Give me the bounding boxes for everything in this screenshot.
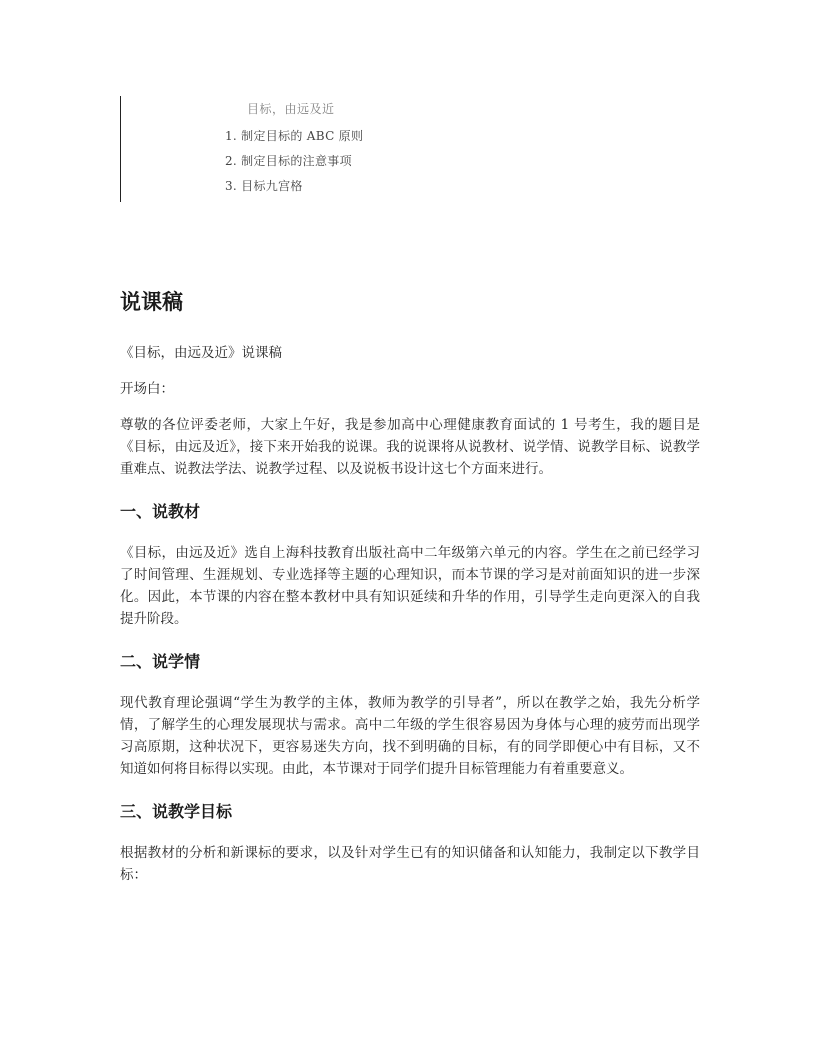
section-heading-students: 二、说学情 xyxy=(120,652,201,671)
section-paragraph-students: 现代教育理论强调“学生为教学的主体，教师为教学的引导者”，所以在教学之始，我先分析学情，了解学生的心理发展现状与需求。高中二年级的学生很容易因为身体与心理的疲劳而出现学习高原期，这种状况下，更容易迷失方向，找不到明确的目标，有的同学即便心中有目标，又不知道如何将目标得以实现。由此，本节课对于同学们提升目标管理能力有着重要意义。 xyxy=(120,695,700,777)
board-item-3: 3. 目标九宫格 xyxy=(225,179,303,193)
document-body xyxy=(120,286,700,900)
opening-paragraph: 尊敬的各位评委老师，大家上午好，我是参加高中心理健康教育面试的 1 号考生，我的题目是《目标，由远及近》，接下来开始我的说课。我的说课将从说教材、说学情、说教学目标、说教学重难点、说教法学法、说教学过程、以及说板书设计这七个方面来进行。 xyxy=(120,417,700,477)
section-heading-objectives: 三、说教学目标 xyxy=(120,802,233,821)
section-paragraph-textbook: 《目标，由远及近》选自上海科技教育出版社高中二年级第六单元的内容。学生在之前已经学习了时间管理、生涯规划、专业选择等主题的心理知识，而本节课的学习是对前面知识的进一步深化。因此，本节课的内容在整本教材中具有知识延续和升华的作用，引导学生走向更深入的自我提升阶段。 xyxy=(120,545,700,627)
document-title: 说课稿 xyxy=(120,290,183,314)
opening-label: 开场白： xyxy=(120,381,174,397)
document-subtitle: 《目标，由远及近》说课稿 xyxy=(120,345,282,361)
board-item-2: 2. 制定目标的注意事项 xyxy=(225,154,352,168)
section-paragraph-objectives: 根据教材的分析和新课标的要求，以及针对学生已有的知识储备和认知能力，我制定以下教学目标： xyxy=(120,845,700,883)
section-heading-textbook: 一、说教材 xyxy=(120,502,201,521)
board-item-1: 1. 制定目标的 ABC 原则 xyxy=(225,129,364,143)
board-design-snippet xyxy=(120,96,421,202)
board-title: 目标，由远及近 xyxy=(247,102,335,116)
